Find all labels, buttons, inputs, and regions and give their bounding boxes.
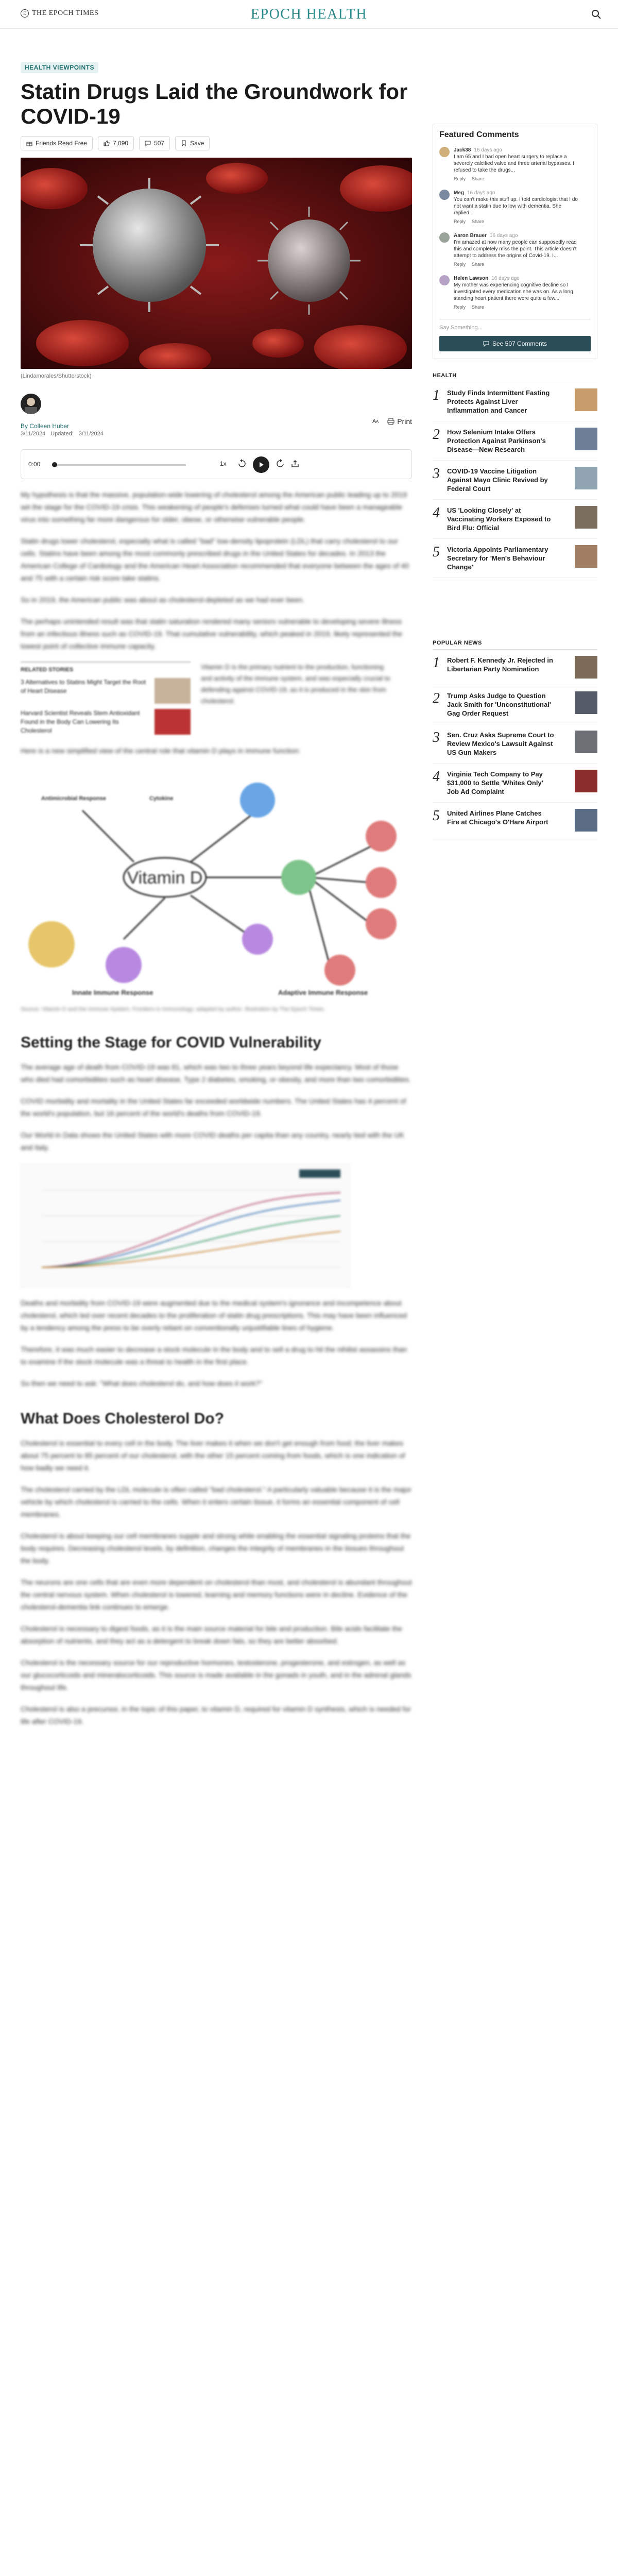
rank-title: Sen. Cruz Asks Supreme Court to Review Mexico's Lawsuit Against US Gun Makers xyxy=(447,731,554,756)
health-list-item[interactable] xyxy=(433,539,597,578)
diagram-center-label: Vitamin D xyxy=(127,868,203,888)
section-heading-covid-vulnerability: Setting the Stage for COVID Vulnerability xyxy=(21,1034,321,1051)
article-body-blurred-3: The average age of death from COVID-19 was 81, which was two to three years beyond life expectancy. Most of those who died had comorbidities such as heart disease, Type 2 diabetes, smoking, or obesity, and more than two comorbidities. COVID morbidity and mortality in the United States far exceeded worldwide numbers. The United States has 4 percent of the world's population, but 16 percent of the world's deaths from COVID-19. Our World in Data shows the United States with more COVID deaths per capita than any country, nearly tied with the UK and Italy. xyxy=(21,1063,411,1151)
rank-title: United Airlines Plane Catches Fire at Chicago's O'Hare Airport xyxy=(447,809,548,826)
friends-read-free-label: Friends Read Free xyxy=(36,140,88,147)
rank-title: Victoria Appoints Parliamentary Secretary for 'Men's Behaviour Change' xyxy=(447,546,548,571)
rank-thumbnail xyxy=(575,506,597,529)
covid-deaths-chart-blurred xyxy=(21,1164,350,1287)
section-heading-cholesterol: What Does Cholesterol Do? xyxy=(21,1410,225,1427)
byline xyxy=(21,394,412,445)
related-story-item[interactable] xyxy=(21,709,191,735)
diagram-caption-blurred: Source: Vitamin D and the Immune System, Frontiers in Immunology; adapted by author. Illustration by The Epoch Times. xyxy=(21,1006,325,1012)
diagram-label-antimicrobial: Antimicrobial Response xyxy=(41,795,106,802)
see-all-comments-label: See 507 Comments xyxy=(492,340,547,347)
comments-button[interactable] xyxy=(139,136,170,150)
logo-mark-icon: E xyxy=(21,9,29,18)
popular-news-item[interactable] xyxy=(433,685,597,724)
commenter-avatar[interactable] xyxy=(439,190,450,200)
rank-thumbnail xyxy=(575,809,597,832)
thumbs-up-icon xyxy=(104,140,110,146)
commenter-name[interactable]: Meg xyxy=(454,190,464,196)
health-list-item[interactable] xyxy=(433,421,597,461)
popular-news-item[interactable] xyxy=(433,650,597,685)
article-body-blurred-2: Here is a new simplified view of the central role that vitamin D plays in immune function: xyxy=(21,747,301,755)
commenter-avatar[interactable] xyxy=(439,275,450,285)
rank-number: 4 xyxy=(433,769,440,785)
comment-text: I'm amazed at how many people can supposedly read this and completely miss the point. This article doesn't attempt to address the origins of Covid-19. I... xyxy=(454,240,577,259)
reply-button[interactable]: Reply xyxy=(454,176,466,181)
published-date: 3/11/2024 xyxy=(21,431,46,437)
rank-title: COVID-19 Vaccine Litigation Against Mayo Clinic Revived by Federal Court xyxy=(447,467,548,493)
comment-time: 16 days ago xyxy=(491,276,520,281)
comment-text: You can't make this stuff up. I told cardiologist that I do not want a statin due to low with dementia. She replied... xyxy=(454,197,578,216)
audio-controls xyxy=(237,456,299,473)
rank-thumbnail xyxy=(575,770,597,792)
rank-number: 3 xyxy=(433,730,440,745)
vitamin-d-diagram xyxy=(21,769,412,996)
popular-news-item[interactable] xyxy=(433,764,597,803)
rank-thumbnail xyxy=(575,545,597,568)
share-audio-icon[interactable] xyxy=(291,460,299,470)
related-stories xyxy=(21,662,412,735)
right-sidebar xyxy=(433,124,597,838)
gift-icon xyxy=(26,140,32,146)
rewind-icon[interactable] xyxy=(237,459,247,471)
rank-number: 2 xyxy=(433,427,440,443)
comment-item xyxy=(439,275,591,311)
author-avatar[interactable] xyxy=(21,394,41,414)
audio-current-time: 0:00 xyxy=(28,461,41,468)
updated-label: Updated: xyxy=(50,431,74,437)
top-header xyxy=(0,0,618,29)
search-icon[interactable] xyxy=(590,8,603,21)
diagram-label-adaptive: Adaptive Immune Response xyxy=(278,989,368,996)
reply-button[interactable]: Reply xyxy=(454,262,466,267)
rank-title: How Selenium Intake Offers Protection Against Parkinson's Disease—New Research xyxy=(447,428,546,453)
comment-count: 507 xyxy=(154,140,165,147)
play-button[interactable] xyxy=(253,456,269,473)
related-story-title: Harvard Scientist Reveals Stem Antioxidant Found in the Body Can Lowering Its Cholesterol xyxy=(21,709,140,734)
audio-scrubber-handle[interactable] xyxy=(52,462,57,467)
comment-text: I am 65 and I had open heart surgery to replace a severely calcified valve and three arterial bypasses. I refused to take the drugs... xyxy=(454,154,575,173)
see-all-comments-button[interactable] xyxy=(439,336,591,351)
svg-text:A: A xyxy=(372,418,376,425)
share-button[interactable]: Share xyxy=(472,176,485,181)
bookmark-icon xyxy=(181,140,187,146)
commenter-name[interactable]: Helen Lawson xyxy=(454,276,489,281)
rank-title: Virginia Tech Company to Pay $31,000 to Settle 'Whites Only' Job Ad Complaint xyxy=(447,770,543,795)
comment-input[interactable]: Say Something... xyxy=(439,319,591,331)
article-body-blurred-5: Cholesterol is essential to every cell in the body. The liver makes it when we don't get enough from food; the liver makes about 75 percent to 85 percent of our cholesterol, with the other 15 percent coming from foods, which is one indication of how badly we need it. The cholesterol carried by the LDL molecule is often called "bad cholesterol." A particularly valuable because it is the major vehicle by which cholesterol is carried to the cells. When it enters certain tissue, it forms an essential component of cell membranes. Cholesterol is about keeping our cell membranes supple and strong while enabling the essential signaling proteins that the body requires. Decreasing cholesterol levels, by definition, changes the integrity of membranes in the tissues throughout the body. The neurons are one cells that are even more dependent on cholesterol than most, and cholesterol is abundant throughout the central nervous system. When cholesterol is lowered, learning and memory functions were in decline. Evidence of the cholesterol-dementia link continues to emerge. Cholesterol is necessary to digest foods, as it is the main source material for bile and production. Bile acids facilitate the absorption of nutrients, and they act as a detergent to break down fats, so they are better absorbed. Cholesterol is the necessary source for our reproductive hormones, testosterone, progesterone, and estrogen, as well as our glucocorticoids and mineralocorticoids. This source is made available in the gonads in youth, and in the adrenal glands throughout life. Cholesterol is also a precursor, in the topic of this paper, to vitamin D, required for vitamin D synthesis, which is needed for life after COVID-19. xyxy=(21,1439,412,1725)
forward-icon[interactable] xyxy=(276,459,285,471)
diagram-label-innate: Innate Immune Response xyxy=(72,989,153,996)
related-stories-box xyxy=(21,662,191,735)
rank-number: 4 xyxy=(433,505,440,521)
article-body-blurred-side: Vitamin D is the primary nutrient to the production, functioning and activity of the immune system, and was especially crucial to defending against COVID-19, as it is produced in the skin from cholesterol. xyxy=(201,663,390,705)
rank-number: 1 xyxy=(433,655,440,671)
comment-time: 16 days ago xyxy=(489,233,518,239)
health-list-item[interactable] xyxy=(433,500,597,539)
diagram-label-cytokine: Cytokine xyxy=(149,795,174,802)
friends-read-free-button[interactable] xyxy=(21,136,93,150)
related-story-thumbnail xyxy=(154,678,191,704)
comment-time: 16 days ago xyxy=(467,190,495,196)
rank-thumbnail xyxy=(575,467,597,489)
related-story-item[interactable] xyxy=(21,678,191,704)
save-button[interactable] xyxy=(175,136,210,150)
comment-time: 16 days ago xyxy=(474,147,502,153)
commenter-avatar[interactable] xyxy=(439,147,450,157)
rank-number: 1 xyxy=(433,387,440,403)
rank-thumbnail xyxy=(575,731,597,753)
commenter-name[interactable]: Aaron Brauer xyxy=(454,233,487,239)
commenter-avatar[interactable] xyxy=(439,232,450,243)
like-count: 7,090 xyxy=(113,140,129,147)
section-tag[interactable]: HEALTH VIEWPOINTS xyxy=(21,62,98,73)
health-list-item[interactable] xyxy=(433,382,597,421)
comment-text: My mother was experiencing cognitive decline so I investigated every medication she was on. As a long standing heart patient there were quite a few... xyxy=(454,282,573,301)
play-icon xyxy=(258,462,264,468)
featured-comments-title: Featured Comments xyxy=(439,130,519,139)
svg-text:A: A xyxy=(376,419,379,424)
health-list-item[interactable] xyxy=(433,461,597,500)
popular-news-heading: POPULAR NEWS xyxy=(433,640,597,650)
rank-thumbnail xyxy=(575,691,597,714)
text-size-icon[interactable] xyxy=(372,416,380,426)
rank-title: Trump Asks Judge to Question Jack Smith for 'Unconstitutional' Gag Order Request xyxy=(447,692,551,717)
save-label: Save xyxy=(190,140,204,147)
comment-item xyxy=(439,190,591,225)
related-story-title: 3 Alternatives to Statins Might Target the Root of Heart Disease xyxy=(21,679,146,694)
share-button[interactable]: Share xyxy=(472,304,485,310)
commenter-name[interactable]: Jack38 xyxy=(454,147,471,153)
like-button[interactable] xyxy=(98,136,134,150)
article-actions xyxy=(21,136,412,150)
epoch-times-wordmark: THE EPOCH TIMES xyxy=(32,9,99,17)
article-dates xyxy=(21,431,104,437)
print-controls xyxy=(372,416,412,426)
comment-icon xyxy=(483,341,489,347)
reply-button[interactable]: Reply xyxy=(454,219,466,224)
rank-title: Study Finds Intermittent Fasting Protects Against Liver Inflammation and Cancer xyxy=(447,389,550,414)
rank-title: US 'Looking Closely' at Vaccinating Workers Exposed to Bird Flu: Official xyxy=(447,506,551,532)
popular-news-item[interactable] xyxy=(433,803,597,838)
share-button[interactable]: Share xyxy=(472,219,485,224)
hero-image-virus xyxy=(21,158,412,369)
author-name[interactable]: By Colleen Huber xyxy=(21,422,70,430)
print-label: Print xyxy=(397,417,412,426)
reply-button[interactable]: Reply xyxy=(454,304,466,310)
comment-item xyxy=(439,147,591,182)
article-body-blurred: My hypothesis is that the massive, population-wide lowering of cholesterol among the American public leading up to 2019 set the stage for the COVID-19 crisis. This weakening of people's defenses turned what could have been a manageable virus into something far more dangerous for older, obese, or otherwise vulnerable people. Statin drugs lower cholesterol, especially what is called "bad" low-density lipoprotein (LDL) that carry cholesterol to our cells. Statins have been among the most commonly prescribed drugs in the United States for decades. In 2013 the American College of Cardiology and the American Heart Association recommended that everyone between the ages of 40 and 75 with a certain risk score take statins. So in 2019, the American public was about as cholesterol-depleted as we had ever been. The perhaps unintended result was that statin saturation rendered many seniors vulnerable to developing severe illness from an infectious illness such as COVID-19. That cumulative vulnerability, which peaked in 2019, likely represented the lowest point of collective immune capacity. xyxy=(21,490,409,650)
rank-number: 5 xyxy=(433,808,440,824)
rank-number: 3 xyxy=(433,466,440,482)
comment-icon xyxy=(145,140,151,146)
featured-comments xyxy=(433,124,597,359)
rank-number: 2 xyxy=(433,690,440,706)
popular-news-item[interactable] xyxy=(433,724,597,764)
share-button[interactable]: Share xyxy=(472,262,485,267)
comment-item xyxy=(439,232,591,268)
related-stories-heading: RELATED STORIES xyxy=(21,667,74,673)
rank-thumbnail xyxy=(575,388,597,411)
rank-thumbnail xyxy=(575,656,597,679)
epoch-health-logo[interactable]: EPOCH HEALTH xyxy=(250,6,368,22)
article-title: Statin Drugs Laid the Groundwork for COVID-19 xyxy=(21,79,408,128)
related-story-thumbnail xyxy=(154,709,191,735)
print-button[interactable] xyxy=(387,417,412,426)
audio-progress-track[interactable] xyxy=(52,464,186,466)
article-main xyxy=(21,62,412,1727)
updated-date: 3/11/2024 xyxy=(78,431,104,437)
rank-title: Robert F. Kennedy Jr. Rejected in Libertarian Party Nomination xyxy=(447,656,553,673)
rank-thumbnail xyxy=(575,428,597,450)
printer-icon xyxy=(387,418,394,425)
image-caption: (Lindamorales/Shutterstock) xyxy=(21,373,92,379)
playback-speed-button[interactable]: 1x xyxy=(220,460,227,467)
health-list-heading: HEALTH xyxy=(433,372,597,382)
audio-player xyxy=(21,449,412,479)
article-body-blurred-4: Deaths and morbidity from COVID-19 were augmented due to the medical system's ignorance and incompetence about cholesterol, which led over recent decades to the proliferation of statin drug prescriptions. This may have been influenced by a tendency among the press to be overly reliant on conventionally unjustifiable lines of hygiene. Therefore, it was much easier to decrease a stock molecule in the body and to sell a drug to hit the nihilist assassins than to examine if the stock molecule was a threat to health in the first place. So then we need to ask: "What does cholesterol do, and how does it work?" xyxy=(21,1299,407,1387)
rank-number: 5 xyxy=(433,544,440,560)
